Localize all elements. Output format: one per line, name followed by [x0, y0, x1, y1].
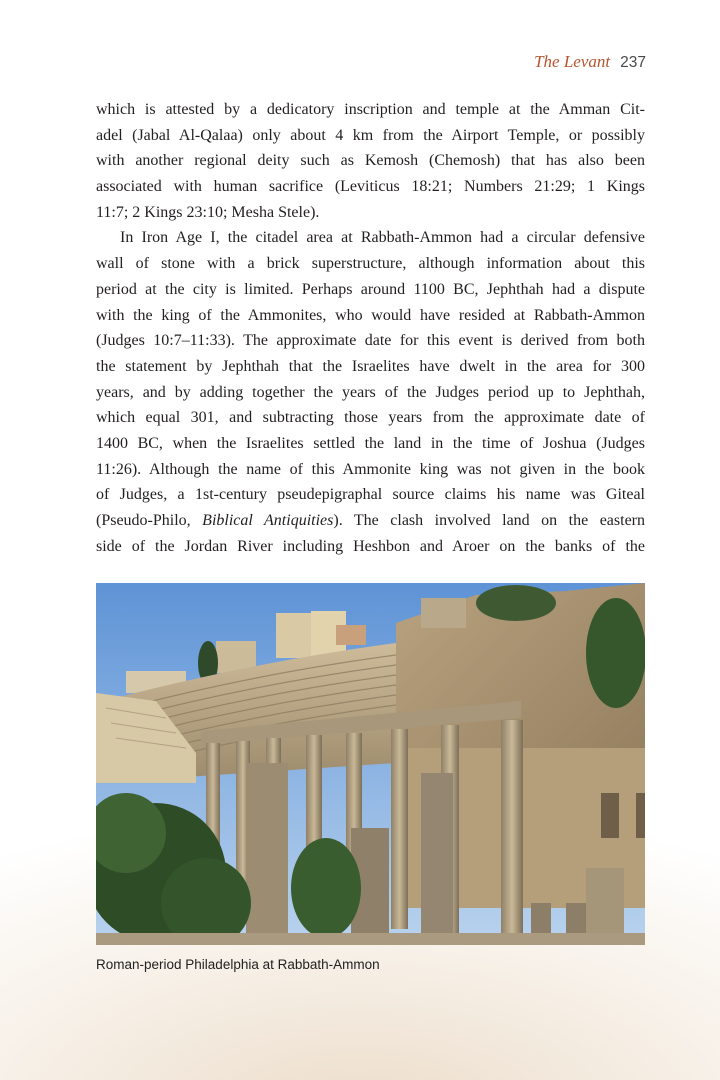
running-head — [534, 52, 646, 73]
text-line: of Judges, a 1st-century pseudepigraphal source claims his name was Giteal — [96, 486, 645, 504]
text-segment: ). The clash involved land on the eastern — [333, 512, 645, 529]
figure-caption: Roman-period Philadelphia at Rabbath-Ammon — [96, 957, 380, 972]
text-line: with another regional deity such as Kemosh (Chemosh) that has also been — [96, 152, 645, 170]
body-text — [96, 97, 645, 559]
text-line: adel (Jabal Al-Qalaa) only about 4 km from the Airport Temple, or possibly — [96, 126, 645, 144]
page-number: 237 — [620, 54, 646, 71]
text-segment: (Pseudo-Philo, — [96, 512, 203, 529]
text-line: 11:26). Although the name of this Ammonite king was not given in the book — [96, 460, 645, 478]
text-line: wall of stone with a brick superstructure, although information about this — [96, 255, 645, 273]
photo-illustration — [96, 583, 645, 945]
text-line: 1400 BC, when the Israelites settled the land in the time of Joshua (Judges — [96, 434, 645, 452]
text-line: which is attested by a dedicatory inscription and temple at the Amman Cit- — [96, 101, 645, 118]
photo-roman-theater — [96, 583, 645, 945]
text-line: associated with human sacrifice (Leviticus 18:21; Numbers 21:29; 1 Kings — [96, 178, 645, 196]
text-line: (Judges 10:7–11:33). The approximate date for this event is derived from both — [96, 332, 645, 350]
text-line: the statement by Jephthah that the Israelites have dwelt in the area for 300 — [96, 357, 645, 375]
text-line — [96, 508, 645, 534]
text-line: period at the city is limited. Perhaps around 1100 BC, Jephthah had a dispute — [96, 280, 645, 298]
text-line: 11:7; 2 Kings 23:10; Mesha Stele). — [96, 203, 320, 221]
text-line: side of the Jordan River including Heshbon and Aroer on the banks of the — [96, 537, 645, 555]
italic-title: Biblical Antiquities — [202, 512, 334, 529]
text-line: years, and by adding together the years of the Judges period up to Jephthah, — [96, 383, 645, 401]
text-line: In Iron Age I, the citadel area at Rabbath-Ammon had a circular defensive — [120, 229, 645, 247]
running-title: The Levant — [534, 52, 611, 71]
text-line: which equal 301, and subtracting those years from the approximate date of — [96, 409, 645, 427]
text-line: with the king of the Ammonites, who would have resided at Rabbath-Ammon — [96, 306, 645, 324]
